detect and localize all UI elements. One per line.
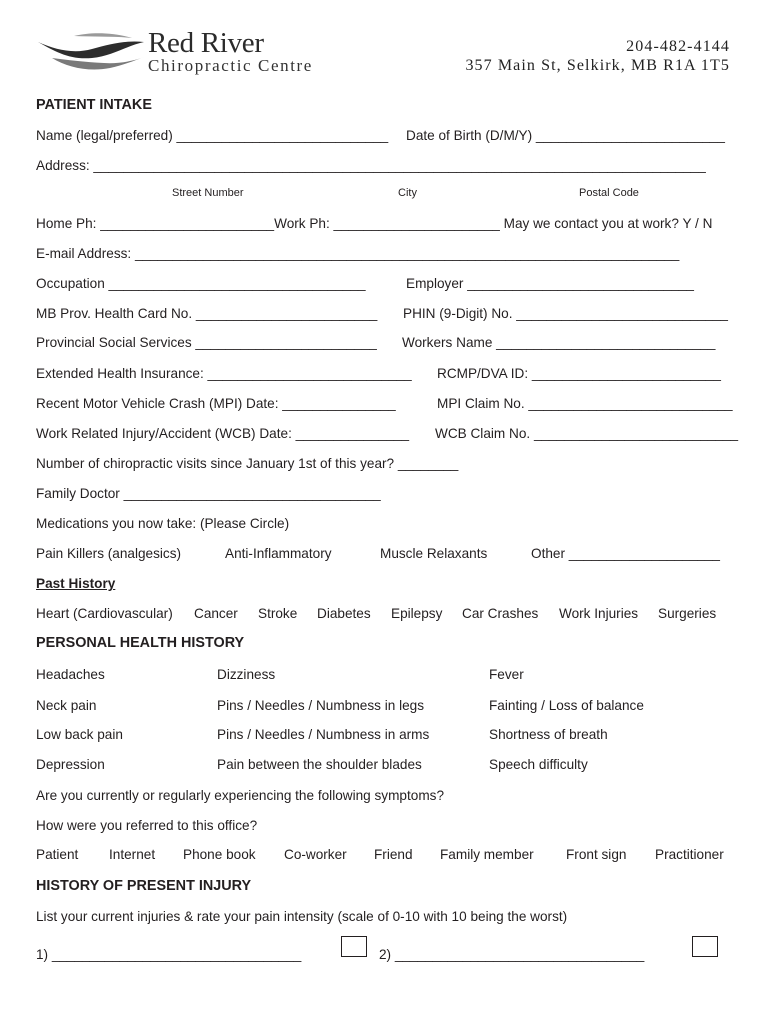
past-option[interactable]: Heart (Cardiovascular)	[36, 606, 173, 621]
mvc-date-field[interactable]: Recent Motor Vehicle Crash (MPI) Date: _______________	[36, 396, 396, 411]
address-postal-caption: Postal Code	[579, 187, 639, 199]
past-option[interactable]: Work Injuries	[559, 606, 639, 621]
dob-field[interactable]: Date of Birth (D/M/Y) _________________________	[406, 128, 725, 143]
clinic-address: 357 Main St, Selkirk, MB R1A 1T5	[465, 57, 730, 74]
address-street-caption: Street Number	[172, 187, 244, 199]
symptom-option[interactable]: Shortness of breath	[489, 727, 608, 742]
symptom-option[interactable]: Fainting / Loss of balance	[489, 698, 644, 713]
phone-fields[interactable]: Home Ph: _______________________Work Ph: ______________________ May we contact you at work? Y / N	[36, 216, 713, 231]
injury-2-field[interactable]: 2) _________________________________	[379, 947, 645, 962]
referral-option[interactable]: Patient	[36, 847, 79, 862]
med-other-field[interactable]: Other ____________________	[531, 546, 720, 561]
past-option[interactable]: Stroke	[258, 606, 298, 621]
logo-swoosh-icon	[34, 30, 146, 74]
symptom-option[interactable]: Pain between the shoulder blades	[217, 757, 422, 772]
name-field[interactable]: Name (legal/preferred) ____________________________	[36, 128, 389, 143]
symptom-option[interactable]: Speech difficulty	[489, 757, 588, 772]
address-field[interactable]: Address: _________________________________________________________________________________	[36, 158, 706, 173]
address-city-caption: City	[398, 187, 417, 199]
extended-health-field[interactable]: Extended Health Insurance: ___________________________	[36, 366, 412, 381]
employer-field[interactable]: Employer ______________________________	[406, 276, 694, 291]
referral-option[interactable]: Front sign	[566, 847, 627, 862]
pain-score-box-2[interactable]	[692, 936, 718, 957]
section-title-present-injury: HISTORY OF PRESENT INJURY	[36, 878, 252, 894]
past-option[interactable]: Car Crashes	[462, 606, 539, 621]
symptom-option[interactable]: Dizziness	[217, 667, 276, 682]
referral-question: How were you referred to this office?	[36, 818, 258, 833]
medications-label: Medications you now take: (Please Circle)	[36, 516, 290, 531]
mpi-claim-field[interactable]: MPI Claim No. ___________________________	[437, 396, 733, 411]
wcb-date-field[interactable]: Work Related Injury/Accident (WCB) Date: _______________	[36, 426, 410, 441]
med-option[interactable]: Muscle Relaxants	[380, 546, 488, 561]
med-option[interactable]: Anti-Inflammatory	[225, 546, 332, 561]
symptoms-question: Are you currently or regularly experiencing the following symptoms?	[36, 788, 444, 803]
symptom-option[interactable]: Headaches	[36, 667, 105, 682]
med-option[interactable]: Pain Killers (analgesics)	[36, 546, 182, 561]
phin-field[interactable]: PHIN (9-Digit) No. ____________________________	[403, 306, 728, 321]
wcb-claim-field[interactable]: WCB Claim No. ___________________________	[435, 426, 739, 441]
past-option[interactable]: Epilepsy	[391, 606, 443, 621]
occupation-field[interactable]: Occupation __________________________________	[36, 276, 366, 291]
referral-option[interactable]: Family member	[440, 847, 534, 862]
email-field[interactable]: E-mail Address: ________________________________________________________________________	[36, 246, 680, 261]
symptom-option[interactable]: Low back pain	[36, 727, 123, 742]
rcmp-field[interactable]: RCMP/DVA ID: _________________________	[437, 366, 721, 381]
injury-instructions: List your current injuries & rate your pain intensity (scale of 0-10 with 10 being the worst)	[36, 909, 568, 924]
past-option[interactable]: Surgeries	[658, 606, 717, 621]
workers-name-field[interactable]: Workers Name _____________________________	[402, 335, 716, 350]
pain-score-box-1[interactable]	[341, 936, 367, 957]
referral-option[interactable]: Friend	[374, 847, 413, 862]
symptom-option[interactable]: Pins / Needles / Numbness in arms	[217, 727, 430, 742]
health-card-field[interactable]: MB Prov. Health Card No. ________________________	[36, 306, 378, 321]
social-services-field[interactable]: Provincial Social Services ________________________	[36, 335, 377, 350]
past-option[interactable]: Cancer	[194, 606, 238, 621]
symptom-option[interactable]: Neck pain	[36, 698, 97, 713]
referral-option[interactable]: Internet	[109, 847, 156, 862]
brand-name: Red River	[148, 27, 264, 59]
clinic-phone: 204-482-4144	[626, 38, 730, 55]
section-title-patient-intake: PATIENT INTAKE	[36, 97, 152, 113]
referral-option[interactable]: Practitioner	[655, 847, 724, 862]
symptom-option[interactable]: Fever	[489, 667, 524, 682]
visits-field[interactable]: Number of chiropractic visits since January 1st of this year? ________	[36, 456, 459, 471]
past-history-heading: Past History	[36, 576, 116, 591]
referral-option[interactable]: Phone book	[183, 847, 256, 862]
referral-option[interactable]: Co-worker	[284, 847, 347, 862]
past-option[interactable]: Diabetes	[317, 606, 371, 621]
section-title-personal-health: PERSONAL HEALTH HISTORY	[36, 635, 245, 651]
family-doctor-field[interactable]: Family Doctor __________________________________	[36, 486, 381, 501]
symptom-option[interactable]: Depression	[36, 757, 105, 772]
brand-subtitle: Chiropractic Centre	[148, 56, 313, 75]
symptom-option[interactable]: Pins / Needles / Numbness in legs	[217, 698, 425, 713]
injury-1-field[interactable]: 1) _________________________________	[36, 947, 302, 962]
